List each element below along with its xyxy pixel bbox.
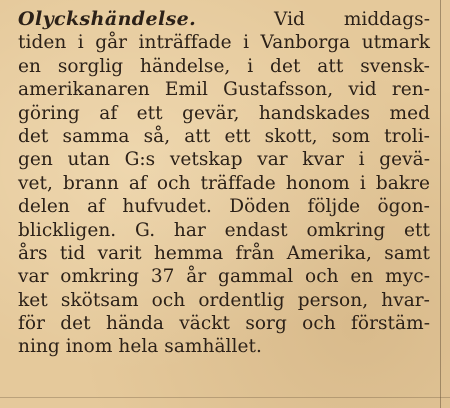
- article-line-1: [18, 8, 430, 31]
- article-line-14: för det hända väckt sorg och förstäm-: [18, 313, 430, 335]
- article-line-12: var omkring 37 år gammal och en myc-: [18, 266, 430, 288]
- article-line-11: års tid varit hemma från Amerika, samt: [18, 242, 430, 264]
- article-line-3: en sorglig händelse, i det att svensk-: [18, 55, 430, 77]
- article-line-8: vet, brann af och träffade honom i bakre: [18, 172, 430, 194]
- news-article: [18, 8, 430, 359]
- article-line-7: gen utan G:s vetskap var kvar i gevä-: [18, 149, 430, 171]
- article-line-2: tiden i går inträffade i Vanborga utmark: [18, 32, 430, 54]
- article-line-9: delen af hufvudet. Döden följde ögon-: [18, 196, 430, 218]
- column-rule-right: [440, 0, 441, 408]
- article-line-15: ning inom hela samhället.: [18, 336, 262, 358]
- column-rule-bottom: [0, 397, 450, 398]
- article-line-5: göring af ett gevär, handskades med: [18, 102, 430, 124]
- article-line-6: det samma så, att ett skott, som troli-: [18, 125, 430, 147]
- article-text: Vid middags-: [273, 9, 430, 30]
- article-headline: Olyckshändelse.: [18, 8, 197, 30]
- article-line-13: ket skötsam och ordentlig person, hvar-: [18, 289, 430, 311]
- article-line-10: blickligen. G. har endast omkring ett: [18, 219, 430, 241]
- article-line-4: amerikanaren Emil Gustafsson, vid ren-: [18, 79, 430, 101]
